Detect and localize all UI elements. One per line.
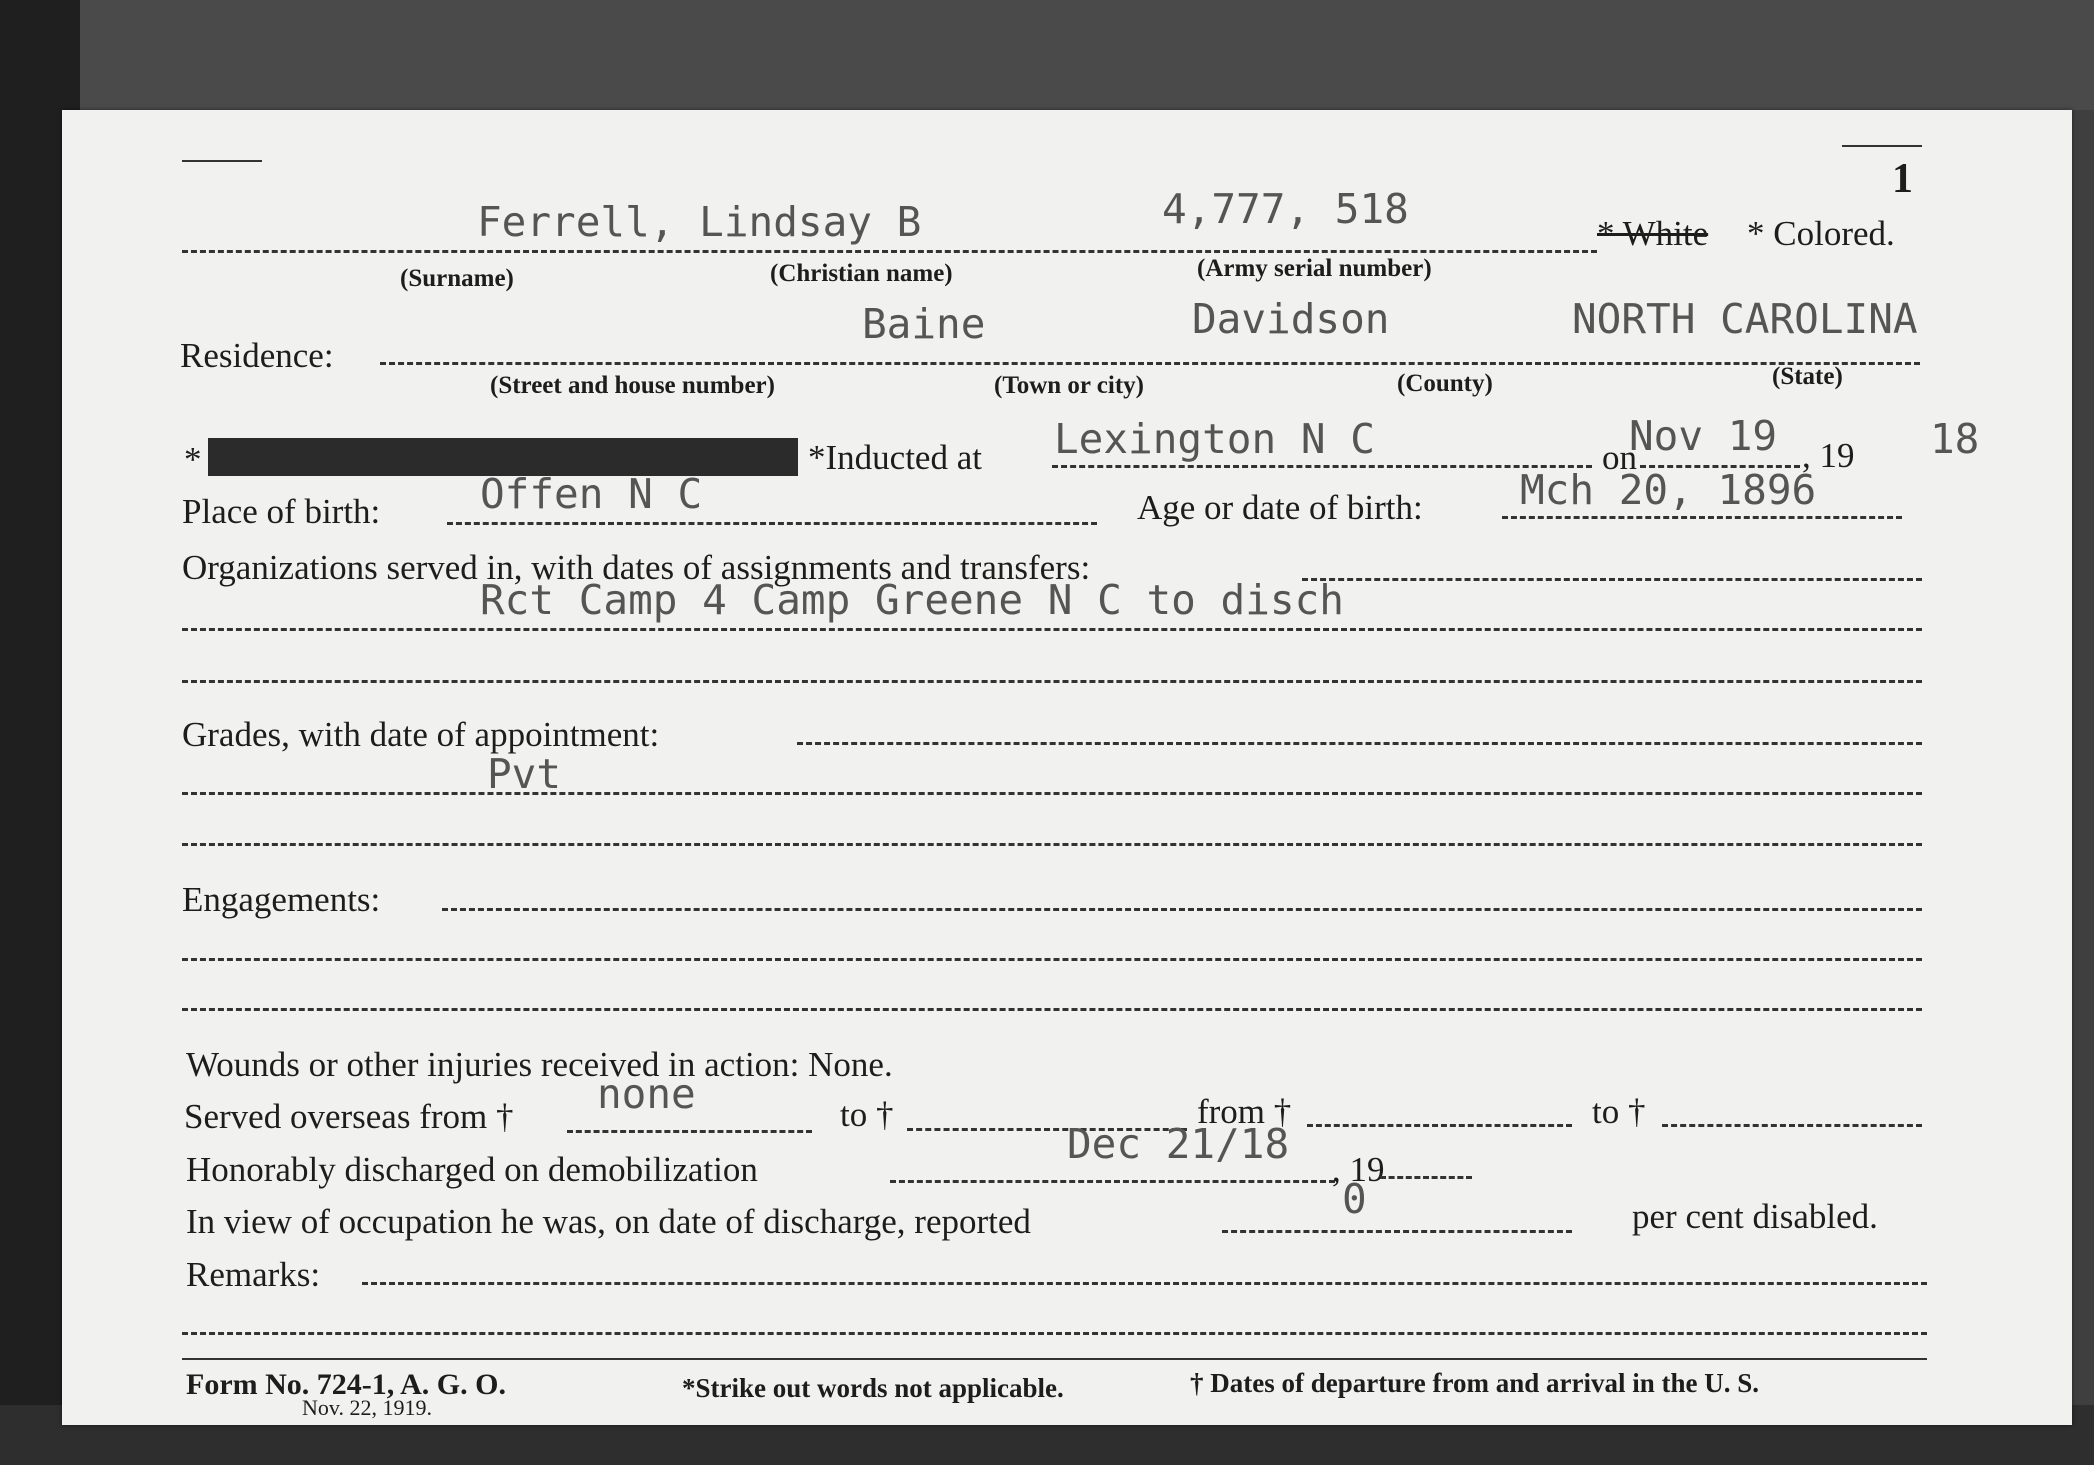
enlisted-asterisk: *	[184, 440, 202, 479]
engagements-line-2	[182, 958, 1922, 961]
place-of-birth-line	[447, 522, 1097, 525]
disability-line	[1222, 1230, 1572, 1233]
strike-out-note: *Strike out words not applicable.	[682, 1373, 1064, 1403]
per-cent-disabled-label: per cent disabled.	[1632, 1197, 1878, 1236]
grades-line-2	[182, 792, 1922, 795]
inducted-date-value: Nov 19	[1629, 412, 1778, 460]
grades-label: Grades, with date of appointment:	[182, 715, 660, 754]
remarks-line-2	[182, 1332, 1927, 1335]
served-overseas-label: Served overseas from †	[184, 1097, 514, 1136]
place-of-birth-label: Place of birth:	[182, 492, 381, 531]
organizations-line-2	[182, 628, 1922, 631]
top-left-rule	[182, 160, 262, 162]
residence-line	[380, 362, 1920, 365]
overseas-from2-line	[1307, 1124, 1572, 1127]
wounds-label: Wounds or other injuries received in action: None.	[186, 1045, 893, 1084]
engagements-label: Engagements:	[182, 880, 381, 919]
form-date: Nov. 22, 1919.	[302, 1395, 432, 1420]
remarks-label: Remarks:	[186, 1255, 321, 1294]
race-colored-label: * Colored.	[1747, 214, 1895, 253]
town-caption: (Town or city)	[994, 372, 1144, 399]
engagements-line-1	[442, 908, 1922, 911]
surname-christian-name-value: Ferrell, Lindsay B	[477, 198, 922, 246]
residence-town-value: Baine	[862, 300, 986, 348]
residence-county-value: Davidson	[1192, 295, 1390, 343]
form-number: Form No. 724-1, A. G. O.	[186, 1368, 506, 1401]
residence-label: Residence:	[180, 336, 334, 375]
discharge-label: Honorably discharged on demobilization	[186, 1150, 758, 1189]
overseas-to2-label: to †	[1592, 1092, 1646, 1131]
discharge-date-line	[890, 1180, 1335, 1183]
county-caption: (County)	[1397, 370, 1493, 397]
organizations-label: Organizations served in, with dates of assignments and transfers:	[182, 548, 1091, 587]
discharge-year-prefix: , 19	[1332, 1150, 1385, 1189]
state-caption: (State)	[1772, 363, 1843, 390]
army-serial-caption: (Army serial number)	[1197, 255, 1432, 282]
race-white-label: * White	[1597, 214, 1709, 253]
place-of-birth-value: Offen N C	[480, 470, 703, 518]
date-of-birth-line	[1502, 516, 1902, 519]
top-right-rule	[1842, 145, 1922, 147]
disability-label: In view of occupation he was, on date of discharge, reported	[186, 1202, 1031, 1241]
inducted-year-value: 18	[1930, 415, 1980, 463]
overseas-from2-label: from †	[1197, 1092, 1292, 1131]
remarks-line-1	[362, 1282, 1927, 1285]
organizations-value: Rct Camp 4 Camp Greene N C to disch	[480, 576, 1344, 624]
overseas-from-line	[567, 1130, 812, 1133]
street-caption: (Street and house number)	[490, 372, 775, 399]
organizations-line-1	[1302, 578, 1922, 581]
disability-percent-value: 0	[1342, 1175, 1367, 1223]
discharge-date-value: Dec 21/18	[1067, 1120, 1290, 1168]
inducted-place-line	[1052, 465, 1592, 468]
discharge-year-line	[1380, 1176, 1472, 1179]
inducted-place-value: Lexington N C	[1054, 415, 1375, 463]
engagements-line-3	[182, 1008, 1922, 1011]
footer-rule	[182, 1358, 1927, 1360]
grades-value: Pvt	[487, 750, 562, 798]
inducted-at-label: *Inducted at	[808, 438, 982, 477]
grades-line-3	[182, 843, 1922, 846]
organizations-line-3	[182, 680, 1922, 683]
surname-caption: (Surname)	[400, 265, 514, 292]
inducted-year-prefix: , 19	[1802, 436, 1855, 475]
overseas-to2-line	[1662, 1124, 1922, 1127]
date-of-birth-label: Age or date of birth:	[1137, 488, 1423, 527]
sheet-number: 1	[1892, 156, 1913, 202]
army-serial-number-value: 4,777, 518	[1162, 185, 1409, 233]
scanner-background-top	[80, 0, 2094, 110]
date-of-birth-value: Mch 20, 1896	[1520, 466, 1817, 514]
residence-state-value: NORTH CAROLINA	[1572, 295, 1918, 343]
grades-line-1	[797, 742, 1922, 745]
served-overseas-from-value: none	[597, 1070, 696, 1118]
inducted-on-label: on	[1602, 438, 1637, 477]
header-line	[182, 250, 1597, 253]
dates-note: † Dates of departure from and arrival in the U. S.	[1190, 1368, 1759, 1398]
christian-name-caption: (Christian name)	[770, 260, 953, 287]
service-record-card	[62, 110, 2072, 1425]
overseas-to-label: to †	[840, 1095, 894, 1134]
